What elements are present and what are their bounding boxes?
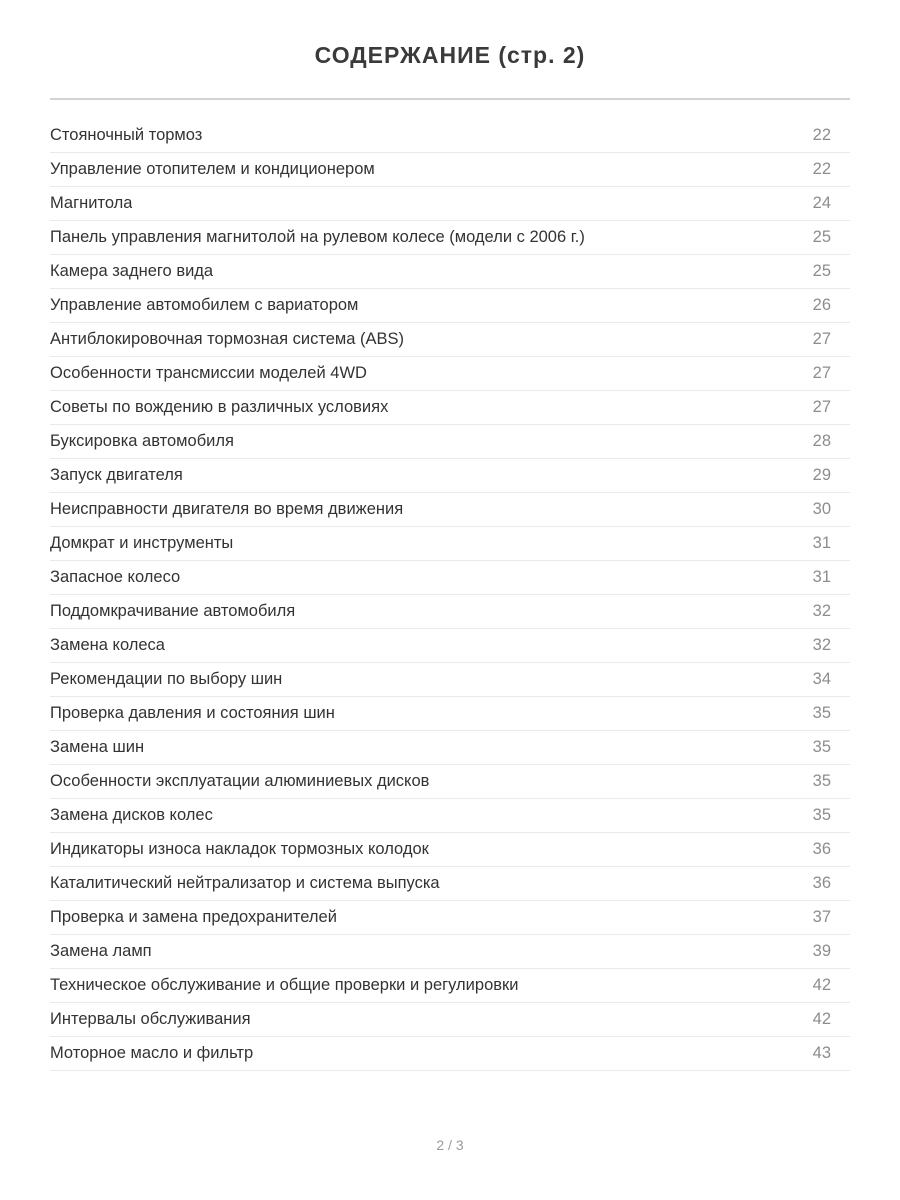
toc-row <box>50 867 850 901</box>
toc-entry-page-number: 25 <box>812 228 831 246</box>
toc-entry-page-number: 25 <box>812 262 831 280</box>
toc-entry-label: Индикаторы износа накладок тормозных колодок <box>50 840 429 858</box>
toc-entry-label: Антиблокировочная тормозная система (ABS) <box>50 330 404 348</box>
toc-entry-label: Буксировка автомобиля <box>50 432 234 450</box>
toc-entry-page-number: 27 <box>812 330 831 348</box>
toc-row <box>50 357 850 391</box>
toc-entry-label: Советы по вождению в различных условиях <box>50 398 389 416</box>
toc-entry-label: Панель управления магнитолой на рулевом колесе (модели с 2006 г.) <box>50 228 585 246</box>
toc-entry-page-number: 35 <box>812 806 831 824</box>
toc-entry-label: Замена дисков колес <box>50 806 213 824</box>
toc-entry-page-number: 24 <box>812 194 831 212</box>
toc-entry-page-number: 32 <box>812 602 831 620</box>
toc-row <box>50 935 850 969</box>
toc-entry-page-number: 35 <box>812 772 831 790</box>
toc-entry-label: Особенности трансмиссии моделей 4WD <box>50 364 367 382</box>
toc-entry-page-number: 35 <box>812 704 831 722</box>
toc-entry-page-number: 27 <box>812 364 831 382</box>
toc-entry-page-number: 26 <box>812 296 831 314</box>
toc-row <box>50 663 850 697</box>
toc-entry-label: Домкрат и инструменты <box>50 534 234 552</box>
toc-row <box>50 799 850 833</box>
toc-row <box>50 289 850 323</box>
toc-entry-label: Запасное колесо <box>50 568 181 586</box>
toc-entry-page-number: 22 <box>812 160 831 178</box>
toc-row <box>50 1037 850 1071</box>
toc-entry-label: Проверка и замена предохранителей <box>50 908 337 926</box>
toc-entry-label: Особенности эксплуатации алюминиевых дисков <box>50 772 430 790</box>
toc-row <box>50 323 850 357</box>
toc-entry-page-number: 42 <box>812 976 831 994</box>
toc-row <box>50 697 850 731</box>
toc-row <box>50 969 850 1003</box>
toc-entry-label: Камера заднего вида <box>50 262 214 280</box>
toc-entry-page-number: 27 <box>812 398 831 416</box>
toc-entry-label: Интервалы обслуживания <box>50 1010 251 1028</box>
toc-row <box>50 255 850 289</box>
toc-entry-label: Неисправности двигателя во время движения <box>50 500 404 518</box>
toc-row <box>50 527 850 561</box>
toc-entry-label: Запуск двигателя <box>50 466 183 484</box>
toc-entry-page-number: 36 <box>812 874 831 892</box>
toc-entry-page-number: 37 <box>812 908 831 926</box>
toc-entry-page-number: 31 <box>812 534 831 552</box>
toc-entry-page-number: 30 <box>812 500 831 518</box>
toc-row <box>50 629 850 663</box>
toc-row <box>50 561 850 595</box>
toc-row <box>50 901 850 935</box>
toc-entry-label: Стояночный тормоз <box>50 126 203 144</box>
toc-entry-page-number: 39 <box>812 942 831 960</box>
page-title: СОДЕРЖАНИЕ (стр. 2) <box>314 42 586 68</box>
toc-entry-page-number: 22 <box>812 126 831 144</box>
toc-row <box>50 153 850 187</box>
toc-entry-label: Управление отопителем и кондиционером <box>50 160 375 178</box>
toc-row <box>50 1003 850 1037</box>
toc-entry-label: Рекомендации по выбору шин <box>50 670 283 688</box>
toc-list <box>50 119 850 1071</box>
toc-entry-label: Техническое обслуживание и общие проверки и регулировки <box>50 976 519 994</box>
toc-entry-page-number: 42 <box>812 1010 831 1028</box>
toc-row <box>50 765 850 799</box>
toc-entry-page-number: 43 <box>812 1044 831 1062</box>
toc-row <box>50 731 850 765</box>
toc-entry-label: Замена колеса <box>50 636 165 654</box>
toc-entry-page-number: 34 <box>812 670 831 688</box>
toc-entry-page-number: 32 <box>812 636 831 654</box>
toc-entry-label: Замена ламп <box>50 942 152 960</box>
toc-entry-page-number: 28 <box>812 432 831 450</box>
toc-row <box>50 459 850 493</box>
toc-entry-label: Замена шин <box>50 738 145 756</box>
toc-entry-label: Моторное масло и фильтр <box>50 1044 254 1062</box>
toc-entry-page-number: 35 <box>812 738 831 756</box>
toc-row <box>50 833 850 867</box>
toc-entry-page-number: 29 <box>812 466 831 484</box>
page-pager: 2 / 3 <box>436 1137 464 1153</box>
toc-row <box>50 119 850 153</box>
toc-entry-label: Поддомкрачивание автомобиля <box>50 602 296 620</box>
toc-row <box>50 391 850 425</box>
toc-entry-label: Управление автомобилем с вариатором <box>50 296 359 314</box>
toc-row <box>50 493 850 527</box>
toc-row <box>50 221 850 255</box>
toc-row <box>50 595 850 629</box>
toc-entry-label: Магнитола <box>50 194 133 212</box>
toc-entry-page-number: 36 <box>812 840 831 858</box>
toc-row <box>50 425 850 459</box>
toc-entry-page-number: 31 <box>812 568 831 586</box>
toc-entry-label: Проверка давления и состояния шин <box>50 704 335 722</box>
title-divider <box>50 98 850 100</box>
toc-row <box>50 187 850 221</box>
toc-entry-label: Каталитический нейтрализатор и система выпуска <box>50 874 440 892</box>
